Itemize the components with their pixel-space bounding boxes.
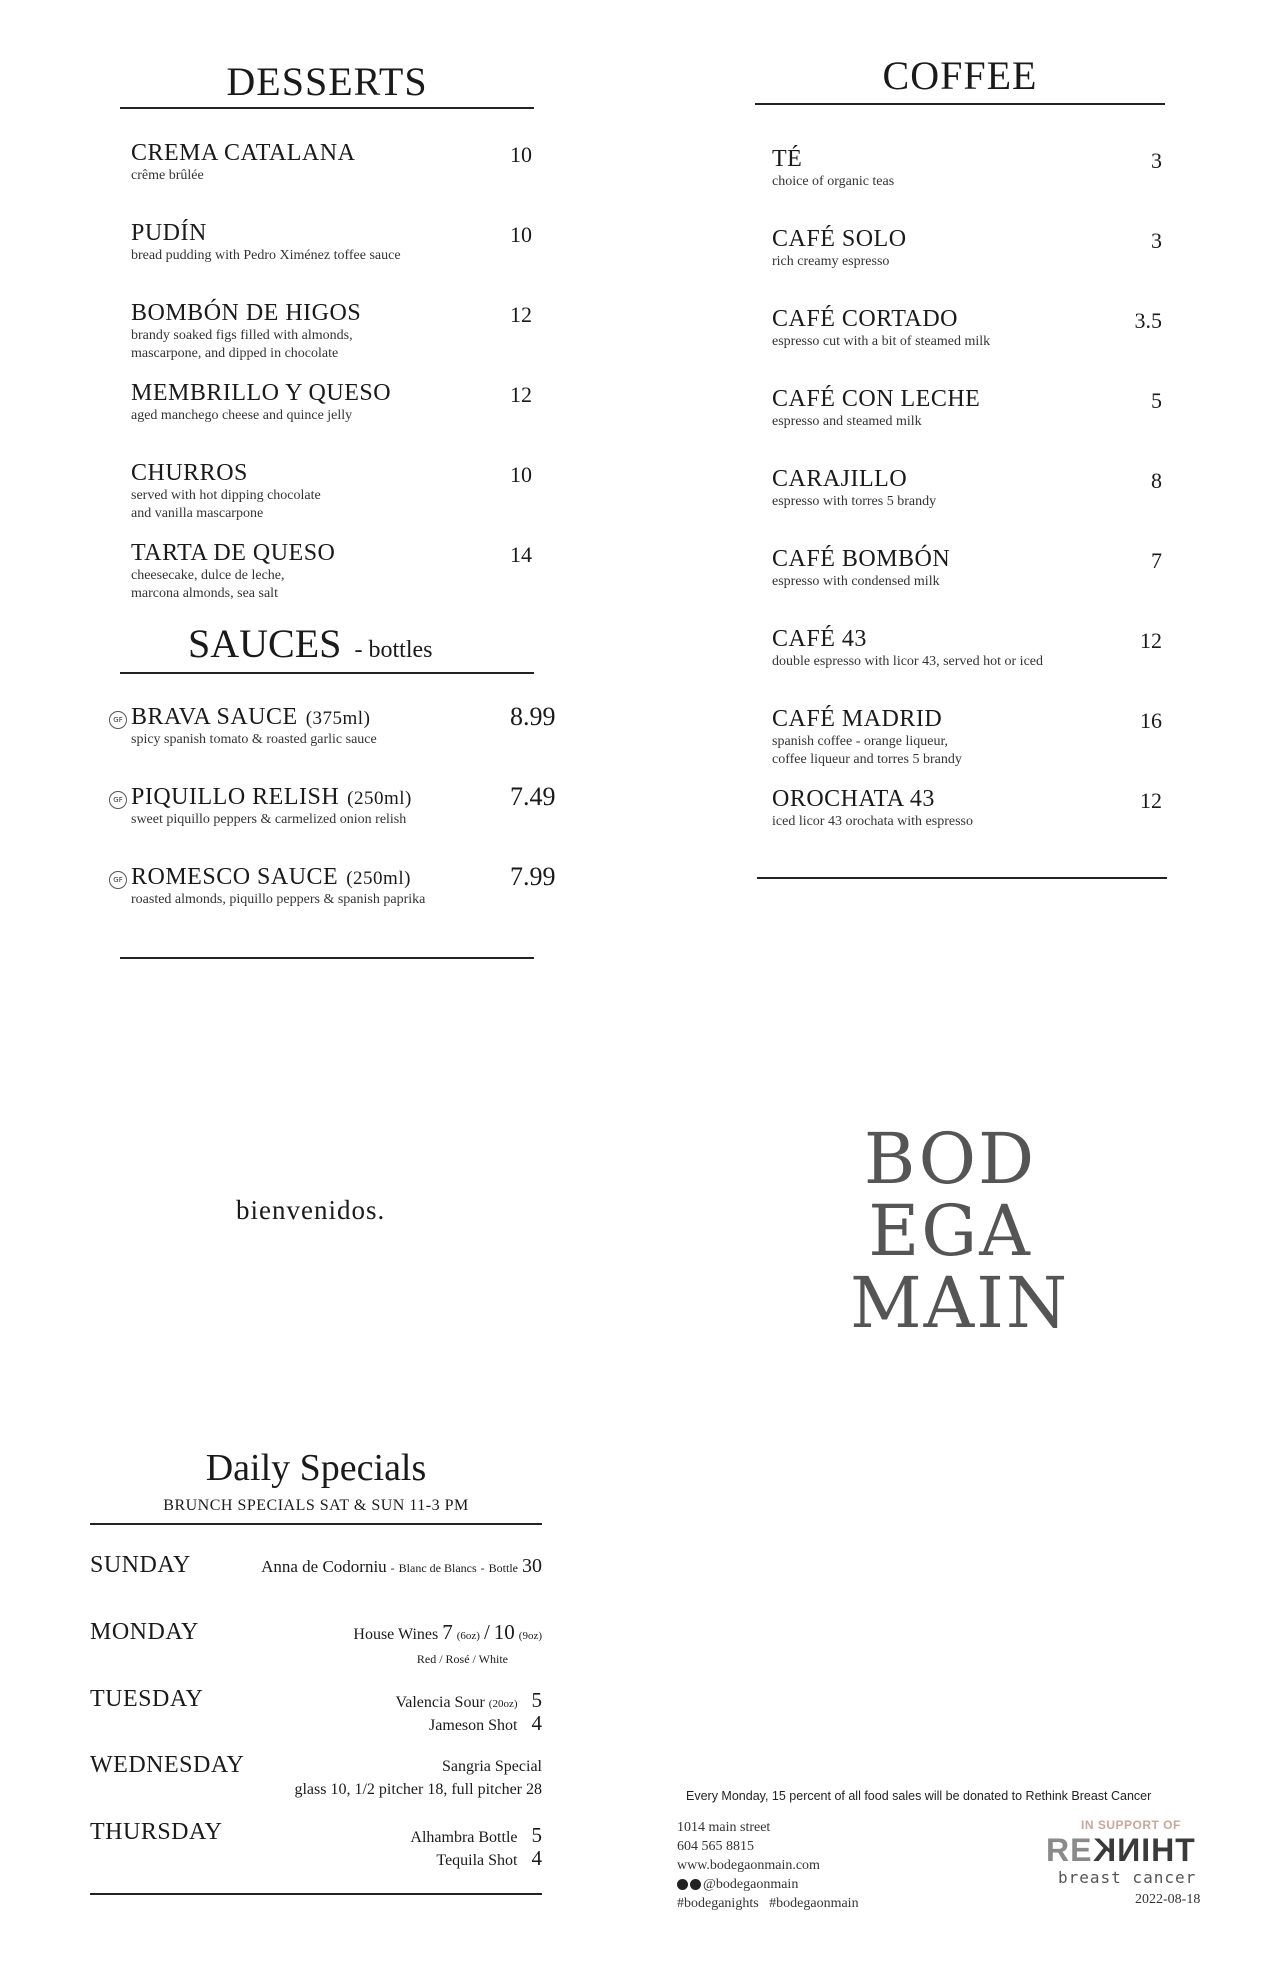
coffee-title: COFFEE — [882, 53, 1038, 98]
special-size: (20oz) — [488, 1698, 518, 1710]
item-name-text: CAFÉ MADRID — [772, 706, 943, 732]
daily-specials-title: Daily Specials — [205, 1447, 427, 1489]
item-description: double espresso with licor 43, served hot or iced — [772, 654, 1043, 669]
item-name-text: CAFÉ 43 — [772, 626, 867, 652]
item-name-text: BRAVA SAUCE — [131, 704, 298, 730]
daily-title-rule — [90, 1523, 542, 1525]
day-label: WEDNESDAY — [90, 1752, 245, 1778]
item-name — [131, 380, 571, 407]
item-price: 12 — [1140, 788, 1162, 813]
menu-item — [772, 786, 1172, 831]
gluten-free-icon: GF — [109, 791, 127, 809]
bodega-main-logo — [850, 1118, 1070, 1344]
item-price: 8 — [1151, 468, 1162, 493]
daily-bottom-rule — [90, 1893, 542, 1895]
social-handle[interactable]: @bodegaonmain — [703, 1877, 799, 1892]
special-price: 10 — [493, 1620, 515, 1644]
menu-item — [131, 140, 571, 185]
item-name — [131, 300, 571, 327]
menu-item — [772, 546, 1172, 591]
special-subtext: Blanc de Blancs — [398, 1561, 477, 1575]
item-description: espresso and steamed milk — [772, 414, 922, 429]
menu-item — [113, 862, 571, 909]
separator: / — [483, 1620, 490, 1644]
special-text: Jameson Shot — [429, 1717, 518, 1734]
item-name-text: PUDÍN — [131, 220, 207, 246]
special-text: House Wines — [353, 1626, 439, 1643]
item-name — [131, 704, 571, 731]
website-link[interactable]: www.bodegaonmain.com — [677, 1858, 820, 1873]
sauces-header — [188, 620, 432, 667]
item-description: cheesecake, dulce de leche, marcona almonds, sea salt — [131, 568, 285, 601]
contact-block — [677, 1818, 859, 1913]
special-text: Tequila Shot — [436, 1852, 518, 1869]
sauces-title: SAUCES — [188, 621, 342, 666]
item-name-text: CAFÉ CORTADO — [772, 306, 958, 332]
item-price: 10 — [510, 142, 532, 167]
item-name-text: CHURROS — [131, 460, 248, 486]
special-line — [250, 1620, 542, 1645]
menu-item — [772, 706, 1172, 769]
item-size: (250ml) — [347, 788, 412, 809]
item-price: 7.99 — [510, 862, 556, 891]
day-label: MONDAY — [90, 1619, 199, 1645]
item-name-text: TÉ — [772, 146, 803, 172]
menu-item — [772, 306, 1172, 351]
item-description: spanish coffee - orange liqueur, coffee liqueur and torres 5 brandy — [772, 734, 962, 767]
special-price: 30 — [522, 1555, 542, 1577]
item-description: brandy soaked figs filled with almonds, mascarpone, and dipped in chocolate — [131, 328, 353, 361]
special-price: 5 — [531, 1823, 542, 1847]
item-price: 3 — [1151, 148, 1162, 173]
sauces-title-rule — [120, 672, 534, 674]
coffee-title-rule — [755, 103, 1165, 105]
item-description: spicy spanish tomato & roasted garlic sauce — [131, 732, 377, 747]
item-name-text: CREMA CATALANA — [131, 140, 356, 166]
item-name-text: CAFÉ BOMBÓN — [772, 546, 951, 572]
gluten-free-icon: GF — [109, 711, 127, 729]
print-date: 2022-08-18 — [1135, 1892, 1201, 1907]
special-line — [250, 1846, 542, 1871]
desserts-title: DESSERTS — [226, 59, 428, 104]
menu-item — [131, 540, 571, 603]
special-text: Sangria Special — [442, 1758, 542, 1775]
item-description: espresso cut with a bit of steamed milk — [772, 334, 991, 349]
item-name — [131, 784, 571, 811]
menu-item — [772, 146, 1172, 191]
menu-item — [131, 460, 571, 523]
desserts-title-rule — [120, 107, 534, 109]
item-description: roasted almonds, piquillo peppers & spanish paprika — [131, 892, 426, 907]
item-name — [131, 140, 571, 167]
item-price: 3.5 — [1134, 308, 1162, 333]
breast-cancer-label: breast cancer — [1058, 1868, 1197, 1887]
special-text: glass 10, 1/2 pitcher 18, full pitcher 28 — [294, 1781, 542, 1798]
special-line — [200, 1555, 542, 1578]
menu-item — [131, 220, 571, 265]
item-description: crême brûlée — [131, 168, 204, 183]
day-label: TUESDAY — [90, 1686, 204, 1712]
item-name-text: CAFÉ CON LECHE — [772, 386, 981, 412]
item-price: 5 — [1151, 388, 1162, 413]
special-line — [250, 1823, 542, 1848]
item-name-text: OROCHATA 43 — [772, 786, 935, 812]
logo-line-2: EGA — [868, 1190, 1032, 1272]
item-name-text: TARTA DE QUESO — [131, 540, 336, 566]
item-price: 16 — [1140, 708, 1162, 733]
menu-item — [772, 626, 1172, 671]
item-price: 7 — [1151, 548, 1162, 573]
item-price: 7.49 — [510, 782, 556, 811]
support-label: IN SUPPORT OF — [1081, 1818, 1181, 1832]
donation-notice: Every Monday, 15 percent of all food sales will be donated to Rethink Breast Cancer — [686, 1789, 1152, 1803]
special-note: Red / Rosé / White — [416, 1652, 508, 1666]
special-price: 5 — [531, 1688, 542, 1712]
item-description: served with hot dipping chocolate and vanilla mascarpone — [131, 488, 321, 521]
address: 1014 main street — [677, 1820, 771, 1835]
instagram-icon[interactable] — [677, 1879, 688, 1890]
rethink-logo — [1046, 1832, 1195, 1869]
item-size: (250ml) — [346, 868, 411, 889]
special-price: 4 — [531, 1846, 542, 1870]
item-name-text: BOMBÓN DE HIGOS — [131, 300, 362, 326]
hashtags: #bodeganights #bodegaonmain — [677, 1896, 859, 1911]
day-label: SUNDAY — [90, 1552, 191, 1578]
item-price: 12 — [1140, 628, 1162, 653]
phone: 604 565 8815 — [677, 1839, 754, 1854]
special-size: (9oz) — [518, 1630, 542, 1642]
special-price: 4 — [531, 1711, 542, 1735]
item-description: bread pudding with Pedro Ximénez toffee sauce — [131, 248, 401, 263]
item-name — [131, 460, 571, 487]
special-text: Anna de Codorniu — [261, 1557, 387, 1576]
menu-item — [772, 386, 1172, 431]
welcome-text: bienvenidos. — [236, 1195, 386, 1225]
menu-item — [113, 702, 571, 749]
item-price: 10 — [510, 222, 532, 247]
special-price: 7 — [442, 1620, 453, 1644]
item-name-text: MEMBRILLO Y QUESO — [131, 380, 392, 406]
separator: - — [390, 1561, 395, 1575]
item-name-text: CAFÉ SOLO — [772, 226, 907, 252]
item-name — [131, 540, 571, 567]
item-price: 12 — [510, 382, 532, 407]
menu-item — [772, 466, 1172, 511]
item-name-text: CARAJILLO — [772, 466, 908, 492]
special-text: Valencia Sour — [395, 1694, 485, 1711]
sauces-bottom-rule — [120, 957, 534, 959]
item-description: choice of organic teas — [772, 174, 895, 189]
coffee-bottom-rule — [757, 877, 1167, 879]
social-line — [677, 1875, 859, 1894]
item-description: iced licor 43 orochata with espresso — [772, 814, 973, 829]
item-name — [131, 220, 571, 247]
rethink-think: THINK — [1092, 1832, 1196, 1868]
logo-line-3: MAIN — [850, 1262, 1070, 1344]
item-price: 10 — [510, 462, 532, 487]
item-price: 3 — [1151, 228, 1162, 253]
item-description: espresso with condensed milk — [772, 574, 940, 589]
special-text: Alhambra Bottle — [410, 1829, 518, 1846]
item-description: espresso with torres 5 brandy — [772, 494, 937, 509]
item-price: 8.99 — [510, 702, 556, 731]
special-line — [250, 1688, 542, 1713]
menu-item — [131, 300, 571, 363]
rethink-re: RE — [1046, 1832, 1093, 1868]
sauces-subtitle: - bottles — [354, 637, 433, 663]
item-size: (375ml) — [305, 708, 371, 729]
item-name-text: PIQUILLO RELISH — [131, 784, 340, 810]
item-name-text: ROMESCO SAUCE — [131, 864, 339, 890]
item-price: 14 — [510, 542, 532, 567]
item-description: rich creamy espresso — [772, 254, 890, 269]
gluten-free-icon: GF — [109, 871, 127, 889]
special-line — [250, 1711, 542, 1736]
menu-item — [772, 226, 1172, 271]
menu-item — [131, 380, 571, 425]
special-bottle: Bottle — [488, 1561, 518, 1575]
item-price: 12 — [510, 302, 532, 327]
day-label: THURSDAY — [90, 1819, 223, 1845]
separator: - — [480, 1561, 485, 1575]
item-description: aged manchego cheese and quince jelly — [131, 408, 353, 423]
item-description: sweet piquillo peppers & carmelized onion relish — [131, 812, 407, 827]
daily-specials-subtitle: BRUNCH SPECIALS SAT & SUN 11-3 PM — [163, 1497, 469, 1514]
facebook-icon[interactable] — [690, 1879, 701, 1890]
menu-item — [113, 782, 571, 829]
special-size: (6oz) — [456, 1630, 480, 1642]
item-name — [131, 864, 571, 891]
logo-line-1: BOD — [863, 1118, 1037, 1200]
